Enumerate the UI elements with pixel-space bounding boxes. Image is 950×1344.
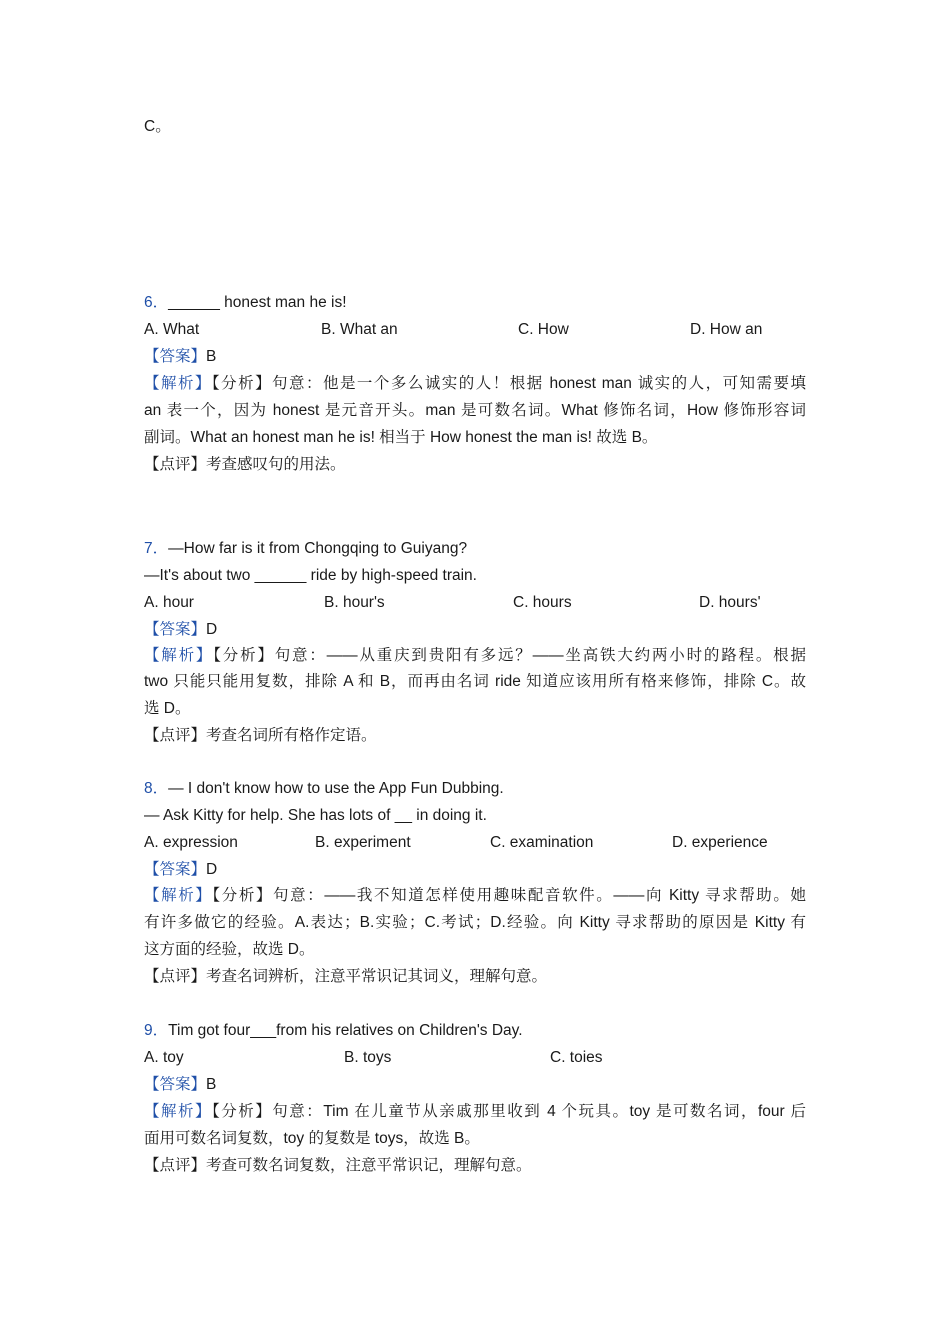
question-stem-text: — I don't know how to use the App Fun Dubbing. (168, 780, 504, 797)
answer-tag: 【答案】 (144, 861, 207, 878)
option-c: C. toies (550, 1049, 603, 1066)
analysis-line: an 表一个，因为 honest 是元音开头。man 是可数名词。What 修饰名词，How 修饰形容词 (144, 402, 806, 419)
option-a: A. toy (144, 1049, 184, 1066)
option-b: B. What an (321, 321, 398, 338)
analysis-tag: 【解析】 (144, 647, 214, 664)
analysis-line: 副词。What an honest man he is! 相当于 How honest the man is! 故选 B。 (144, 429, 658, 446)
analysis-tag: 【解析】 (144, 375, 212, 392)
option-b: B. hour's (324, 594, 385, 611)
option-b: B. experiment (315, 834, 411, 851)
answer-line (144, 860, 217, 880)
answer-line (144, 620, 217, 640)
answer-value: B (206, 1076, 217, 1093)
analysis-text: 【分析】句意：他是一个多么诚实的人！根据 honest man 诚实的人，可知需要填 (211, 375, 806, 392)
comment-line: 【点评】考查可数名词复数，注意平常识记，理解句意。 (144, 1157, 532, 1174)
question-stem-text: — Ask Kitty for help. She has lots of __ in doing it. (144, 807, 487, 824)
question-number: 9． (144, 1022, 169, 1039)
option-c: C. How (518, 321, 569, 338)
question-stem (144, 779, 504, 799)
analysis-text: 【分析】句意：Tim 在儿童节从亲戚那里收到 4 个玩具。toy 是可数名词，four 后 (212, 1103, 806, 1120)
answer-tag: 【答案】 (144, 348, 207, 365)
question-stem-text: ______ honest man he is! (168, 294, 347, 311)
answer-value: D (206, 621, 218, 638)
analysis-line: two 只能只能用复数，排除 A 和 B，而再由名词 ride 知道应该用所有格来修饰，排除 C。故 (144, 673, 806, 690)
answer-value: B (206, 348, 217, 365)
previous-question-tail: C。 (144, 118, 171, 135)
analysis-line (144, 646, 806, 666)
option-a: A. What (144, 321, 200, 338)
option-d: D. experience (672, 834, 768, 851)
question-number: 6． (144, 294, 169, 311)
question-stem (144, 539, 467, 559)
analysis-text: 【分析】句意：——我不知道怎样使用趣味配音软件。——向 Kitty 寻求帮助。她 (212, 887, 806, 904)
analysis-line: 面用可数名词复数，toy 的复数是 toys，故选 B。 (144, 1130, 480, 1147)
answer-tag: 【答案】 (144, 621, 207, 638)
comment-line: 【点评】考查感叹句的用法。 (144, 456, 346, 473)
question-stem-text: —It's about two ______ ride by high-speed train. (144, 567, 477, 584)
comment-line: 【点评】考查名词所有格作定语。 (144, 727, 377, 744)
answer-line (144, 347, 216, 367)
answer-tag: 【答案】 (144, 1076, 207, 1093)
option-a: A. expression (144, 834, 238, 851)
analysis-line (144, 886, 806, 906)
question-number: 8． (144, 780, 169, 797)
question-stem-text: Tim got four___from his relatives on Children's Day. (168, 1022, 523, 1039)
comment-line: 【点评】考查名词辨析，注意平常识记其词义，理解句意。 (144, 968, 548, 985)
question-stem-text: —How far is it from Chongqing to Guiyang? (168, 540, 468, 557)
analysis-line: 这方面的经验，故选 D。 (144, 941, 315, 958)
analysis-tag: 【解析】 (144, 1103, 212, 1120)
analysis-line (144, 374, 806, 394)
option-d: D. hours' (699, 594, 761, 611)
analysis-line: 有许多做它的经验。A.表达；B.实验；C.考试；D.经验。向 Kitty 寻求帮助的原因是 Kitty 有 (144, 914, 806, 931)
analysis-line: 选 D。 (144, 700, 191, 717)
option-c: C. hours (513, 594, 572, 611)
question-stem (144, 293, 347, 313)
option-c: C. examination (490, 834, 594, 851)
option-d: D. How an (690, 321, 763, 338)
answer-value: D (206, 861, 218, 878)
analysis-text: 【分析】句意：——从重庆到贵阳有多远？——坐高铁大约两小时的路程。根据 (213, 647, 806, 664)
question-stem (144, 1021, 523, 1041)
analysis-line (144, 1102, 806, 1122)
question-number: 7． (144, 540, 169, 557)
answer-line (144, 1075, 216, 1095)
option-b: B. toys (344, 1049, 392, 1066)
option-a: A. hour (144, 594, 194, 611)
analysis-tag: 【解析】 (144, 887, 213, 904)
